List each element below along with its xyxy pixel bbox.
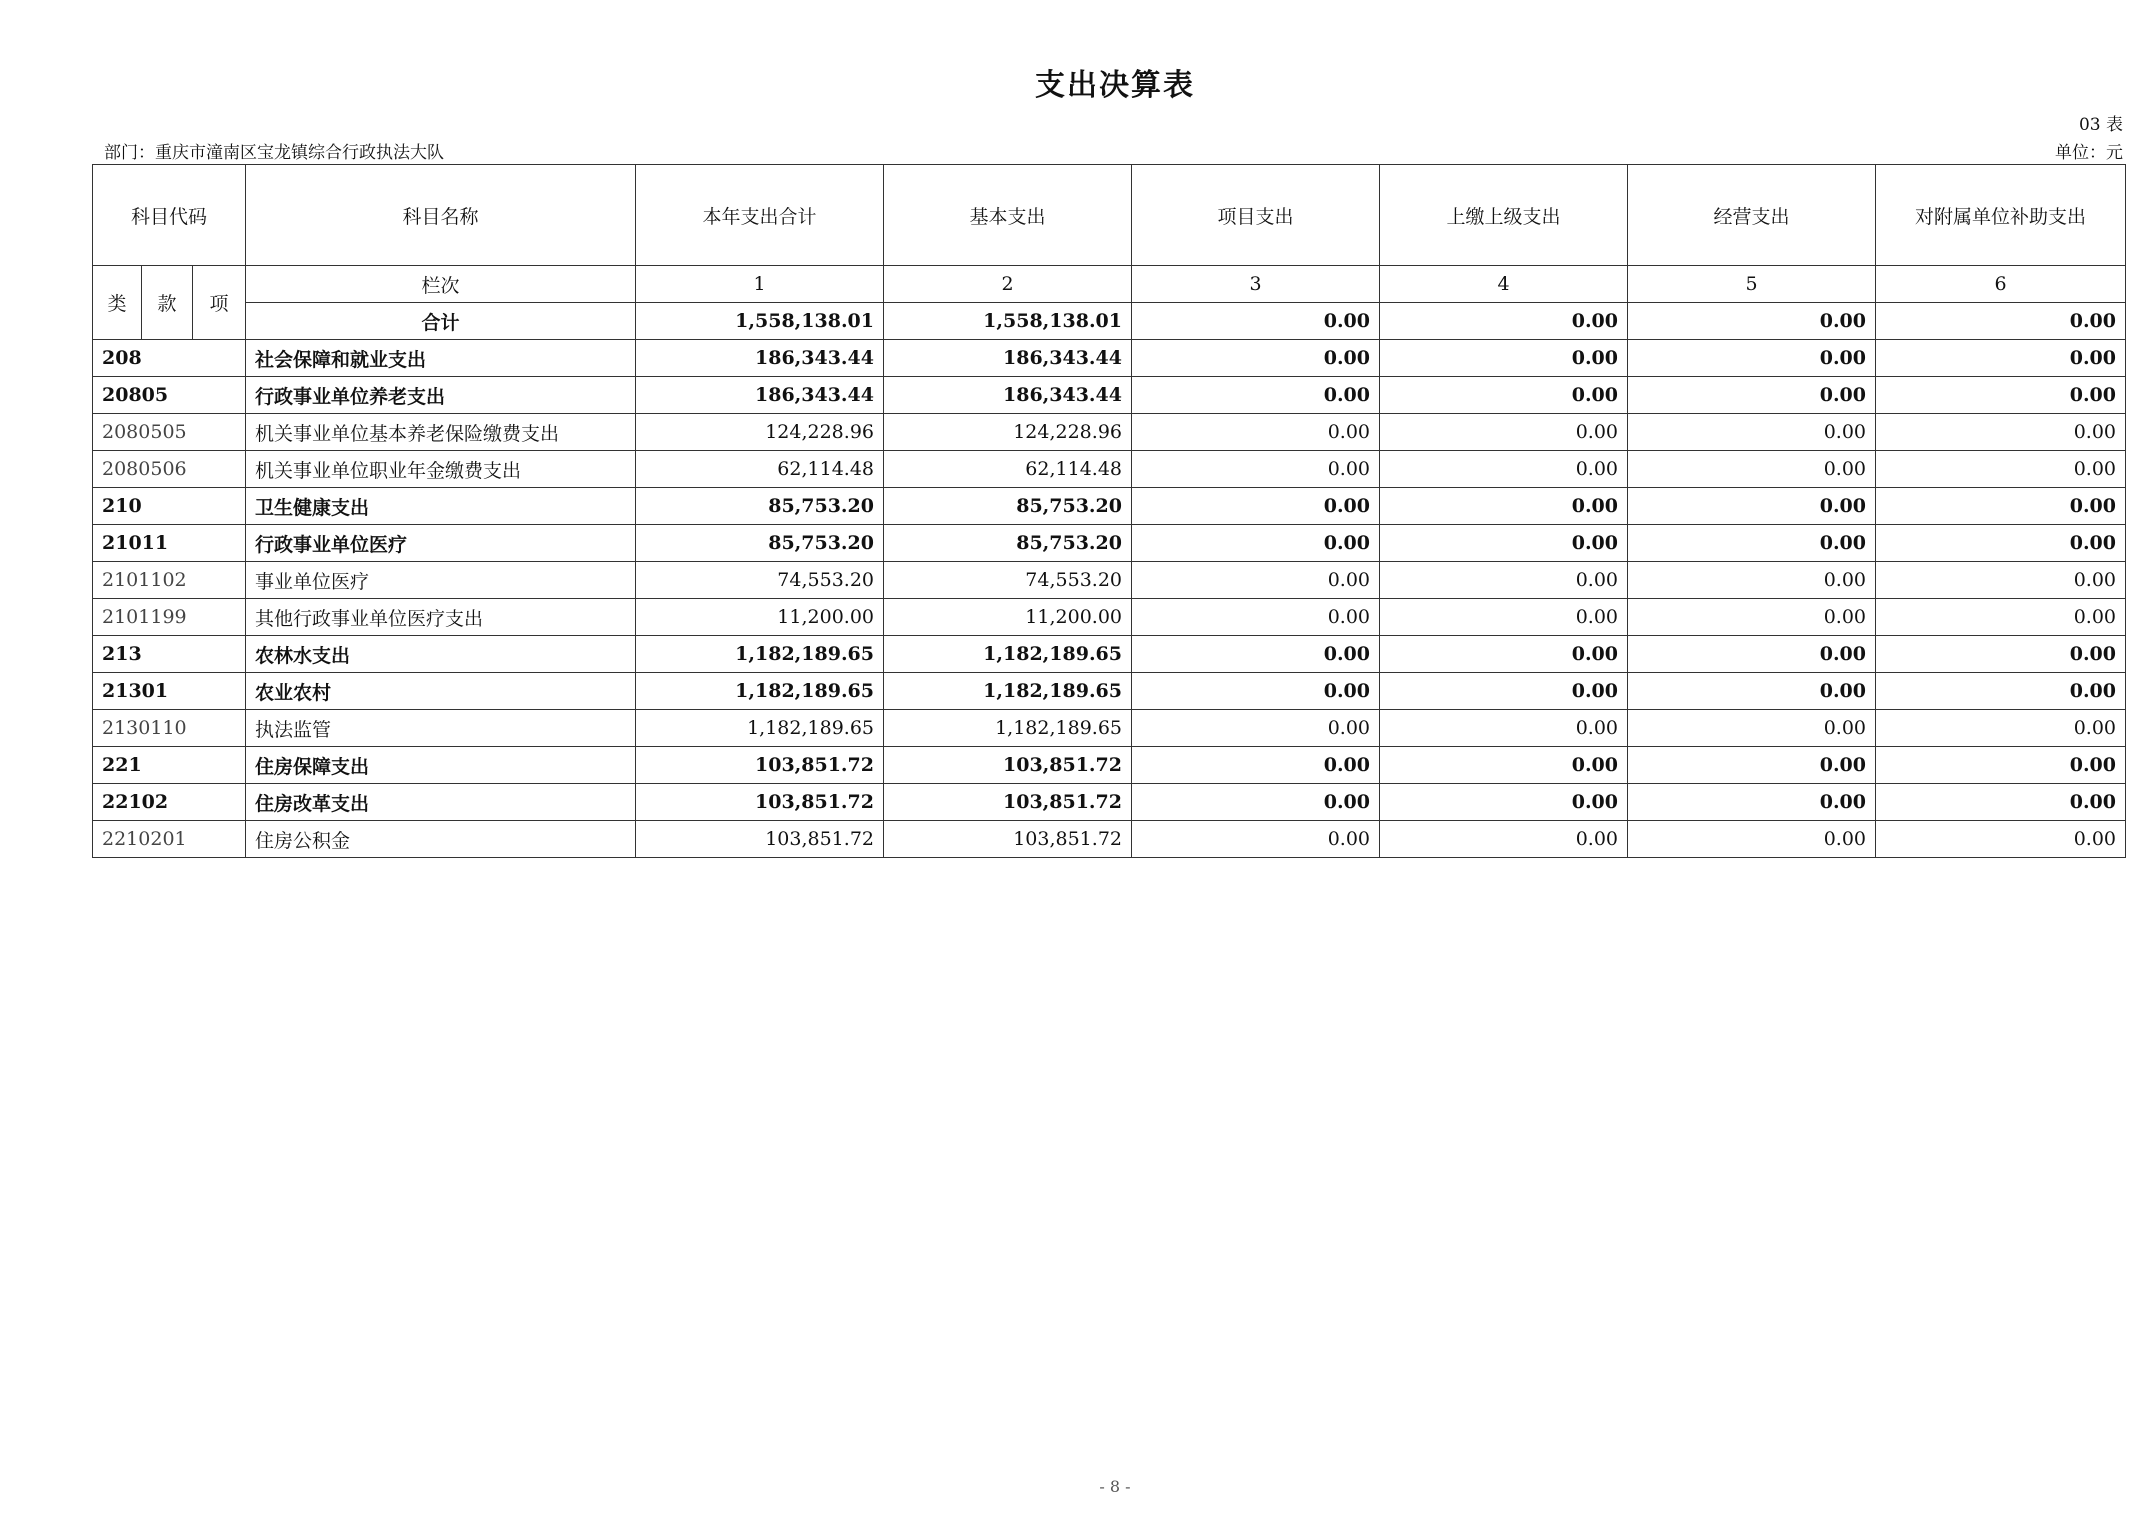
- table-row: [93, 562, 2126, 599]
- row-code: 210: [93, 488, 246, 525]
- row-col5: 0.00: [1628, 673, 1876, 710]
- table-row: [93, 525, 2126, 562]
- row-col2: 103,851.72: [884, 821, 1132, 858]
- row-col4: 0.00: [1380, 377, 1628, 414]
- header-lei: 类: [93, 266, 142, 340]
- row-col2: 85,753.20: [884, 488, 1132, 525]
- header-col2: 基本支出: [884, 165, 1132, 266]
- row-col6: 0.00: [1876, 562, 2126, 599]
- header-col5: 经营支出: [1628, 165, 1876, 266]
- row-code: 2130110: [93, 710, 246, 747]
- row-col6: 0.00: [1876, 340, 2126, 377]
- row-col6: 0.00: [1876, 525, 2126, 562]
- row-col4: 0.00: [1380, 821, 1628, 858]
- row-name: 行政事业单位养老支出: [246, 377, 636, 414]
- table-row: [93, 451, 2126, 488]
- row-col2: 124,228.96: [884, 414, 1132, 451]
- row-col2: 186,343.44: [884, 340, 1132, 377]
- row-col3: 0.00: [1132, 525, 1380, 562]
- row-col5: 0.00: [1628, 377, 1876, 414]
- table-row: [93, 340, 2126, 377]
- row-col3: 0.00: [1132, 710, 1380, 747]
- row-col1: 103,851.72: [636, 821, 884, 858]
- row-col6: 0.00: [1876, 451, 2126, 488]
- row-col4: 0.00: [1380, 784, 1628, 821]
- row-name: 其他行政事业单位医疗支出: [246, 599, 636, 636]
- row-code: 22102: [93, 784, 246, 821]
- row-col2: 103,851.72: [884, 747, 1132, 784]
- row-code: 213: [93, 636, 246, 673]
- row-code: 2101102: [93, 562, 246, 599]
- row-col1: 1,182,189.65: [636, 710, 884, 747]
- row-col3: 0.00: [1132, 377, 1380, 414]
- index-5: 5: [1628, 266, 1876, 303]
- row-col4: 0.00: [1380, 636, 1628, 673]
- row-col1: 74,553.20: [636, 562, 884, 599]
- row-col2: 1,182,189.65: [884, 710, 1132, 747]
- row-name: 机关事业单位职业年金缴费支出: [246, 451, 636, 488]
- row-col4: 0.00: [1380, 710, 1628, 747]
- header-kuan: 款: [142, 266, 193, 340]
- row-col2: 103,851.72: [884, 784, 1132, 821]
- table-row: [93, 784, 2126, 821]
- form-number: 03 表: [2078, 115, 2123, 135]
- table-row: [93, 488, 2126, 525]
- row-col4: 0.00: [1380, 414, 1628, 451]
- row-code: 21301: [93, 673, 246, 710]
- row-col3: 0.00: [1132, 340, 1380, 377]
- table-row: [93, 377, 2126, 414]
- index-row: [93, 266, 2126, 303]
- row-col2: 11,200.00: [884, 599, 1132, 636]
- row-col1: 11,200.00: [636, 599, 884, 636]
- row-col4: 0.00: [1380, 673, 1628, 710]
- row-code: 2080505: [93, 414, 246, 451]
- row-col1: 103,851.72: [636, 784, 884, 821]
- row-col4: 0.00: [1380, 451, 1628, 488]
- row-col5: 0.00: [1628, 747, 1876, 784]
- table-row: [93, 636, 2126, 673]
- row-code: 221: [93, 747, 246, 784]
- row-col6: 0.00: [1876, 488, 2126, 525]
- header-xiang: 项: [193, 266, 246, 340]
- row-name: 农林水支出: [246, 636, 636, 673]
- table-row: [93, 747, 2126, 784]
- row-code: 2101199: [93, 599, 246, 636]
- table-row: [93, 414, 2126, 451]
- row-col4: 0.00: [1380, 599, 1628, 636]
- row-col4: 0.00: [1380, 488, 1628, 525]
- row-name: 行政事业单位医疗: [246, 525, 636, 562]
- row-col4: 0.00: [1380, 562, 1628, 599]
- row-col2: 1,182,189.65: [884, 636, 1132, 673]
- row-name: 住房公积金: [246, 821, 636, 858]
- header-col6: 对附属单位补助支出: [1876, 165, 2126, 266]
- row-col6: 0.00: [1876, 636, 2126, 673]
- table-row: [93, 821, 2126, 858]
- row-col1: 124,228.96: [636, 414, 884, 451]
- row-col5: 0.00: [1628, 525, 1876, 562]
- row-col5: 0.00: [1628, 710, 1876, 747]
- row-col5: 0.00: [1628, 414, 1876, 451]
- header-name: 科目名称: [246, 165, 636, 266]
- total-col1: 1,558,138.01: [636, 303, 884, 340]
- row-col3: 0.00: [1132, 821, 1380, 858]
- row-name: 机关事业单位基本养老保险缴费支出: [246, 414, 636, 451]
- header-row: [93, 165, 2126, 266]
- index-1: 1: [636, 266, 884, 303]
- row-col5: 0.00: [1628, 340, 1876, 377]
- row-col2: 62,114.48: [884, 451, 1132, 488]
- total-col2: 1,558,138.01: [884, 303, 1132, 340]
- unit-label: 单位：元: [2055, 143, 2123, 163]
- row-col6: 0.00: [1876, 414, 2126, 451]
- row-name: 卫生健康支出: [246, 488, 636, 525]
- row-col1: 186,343.44: [636, 340, 884, 377]
- row-code: 208: [93, 340, 246, 377]
- row-name: 住房改革支出: [246, 784, 636, 821]
- row-code: 2080506: [93, 451, 246, 488]
- row-col1: 62,114.48: [636, 451, 884, 488]
- table-row: [93, 710, 2126, 747]
- table-row: [93, 599, 2126, 636]
- row-name: 执法监管: [246, 710, 636, 747]
- row-col1: 1,182,189.65: [636, 636, 884, 673]
- total-col4: 0.00: [1380, 303, 1628, 340]
- row-col1: 1,182,189.65: [636, 673, 884, 710]
- row-col3: 0.00: [1132, 636, 1380, 673]
- row-code: 2210201: [93, 821, 246, 858]
- row-col3: 0.00: [1132, 488, 1380, 525]
- row-code: 21011: [93, 525, 246, 562]
- row-col6: 0.00: [1876, 710, 2126, 747]
- row-col1: 85,753.20: [636, 525, 884, 562]
- index-3: 3: [1132, 266, 1380, 303]
- row-col6: 0.00: [1876, 599, 2126, 636]
- row-code: 20805: [93, 377, 246, 414]
- row-col6: 0.00: [1876, 673, 2126, 710]
- row-col6: 0.00: [1876, 821, 2126, 858]
- page-number: - 8 -: [1099, 1477, 1131, 1496]
- row-col5: 0.00: [1628, 784, 1876, 821]
- table-row: [93, 673, 2126, 710]
- row-col5: 0.00: [1628, 821, 1876, 858]
- row-col3: 0.00: [1132, 599, 1380, 636]
- index-2: 2: [884, 266, 1132, 303]
- row-col5: 0.00: [1628, 636, 1876, 673]
- row-col2: 74,553.20: [884, 562, 1132, 599]
- header-col1: 本年支出合计: [636, 165, 884, 266]
- page-title: 支出决算表: [1035, 68, 1195, 103]
- expenditure-table: [92, 164, 2126, 858]
- row-col6: 0.00: [1876, 747, 2126, 784]
- row-col3: 0.00: [1132, 784, 1380, 821]
- row-col3: 0.00: [1132, 673, 1380, 710]
- row-col1: 186,343.44: [636, 377, 884, 414]
- row-col3: 0.00: [1132, 451, 1380, 488]
- index-4: 4: [1380, 266, 1628, 303]
- total-col3: 0.00: [1132, 303, 1380, 340]
- row-col3: 0.00: [1132, 562, 1380, 599]
- row-col6: 0.00: [1876, 377, 2126, 414]
- row-name: 住房保障支出: [246, 747, 636, 784]
- header-code: 科目代码: [93, 165, 246, 266]
- row-col4: 0.00: [1380, 747, 1628, 784]
- row-col3: 0.00: [1132, 414, 1380, 451]
- total-label: 合计: [246, 303, 636, 340]
- row-col1: 103,851.72: [636, 747, 884, 784]
- index-6: 6: [1876, 266, 2126, 303]
- total-col5: 0.00: [1628, 303, 1876, 340]
- row-col5: 0.00: [1628, 562, 1876, 599]
- header-col4: 上缴上级支出: [1380, 165, 1628, 266]
- total-row: [93, 303, 2126, 340]
- row-col2: 186,343.44: [884, 377, 1132, 414]
- row-col5: 0.00: [1628, 599, 1876, 636]
- total-col6: 0.00: [1876, 303, 2126, 340]
- row-col2: 1,182,189.65: [884, 673, 1132, 710]
- row-col4: 0.00: [1380, 340, 1628, 377]
- row-name: 事业单位医疗: [246, 562, 636, 599]
- row-col1: 85,753.20: [636, 488, 884, 525]
- row-col5: 0.00: [1628, 488, 1876, 525]
- index-label: 栏次: [246, 266, 636, 303]
- row-col5: 0.00: [1628, 451, 1876, 488]
- row-col3: 0.00: [1132, 747, 1380, 784]
- row-name: 农业农村: [246, 673, 636, 710]
- header-col3: 项目支出: [1132, 165, 1380, 266]
- row-col2: 85,753.20: [884, 525, 1132, 562]
- department-label: 部门：重庆市潼南区宝龙镇综合行政执法大队: [104, 143, 444, 163]
- row-col4: 0.00: [1380, 525, 1628, 562]
- row-name: 社会保障和就业支出: [246, 340, 636, 377]
- row-col6: 0.00: [1876, 784, 2126, 821]
